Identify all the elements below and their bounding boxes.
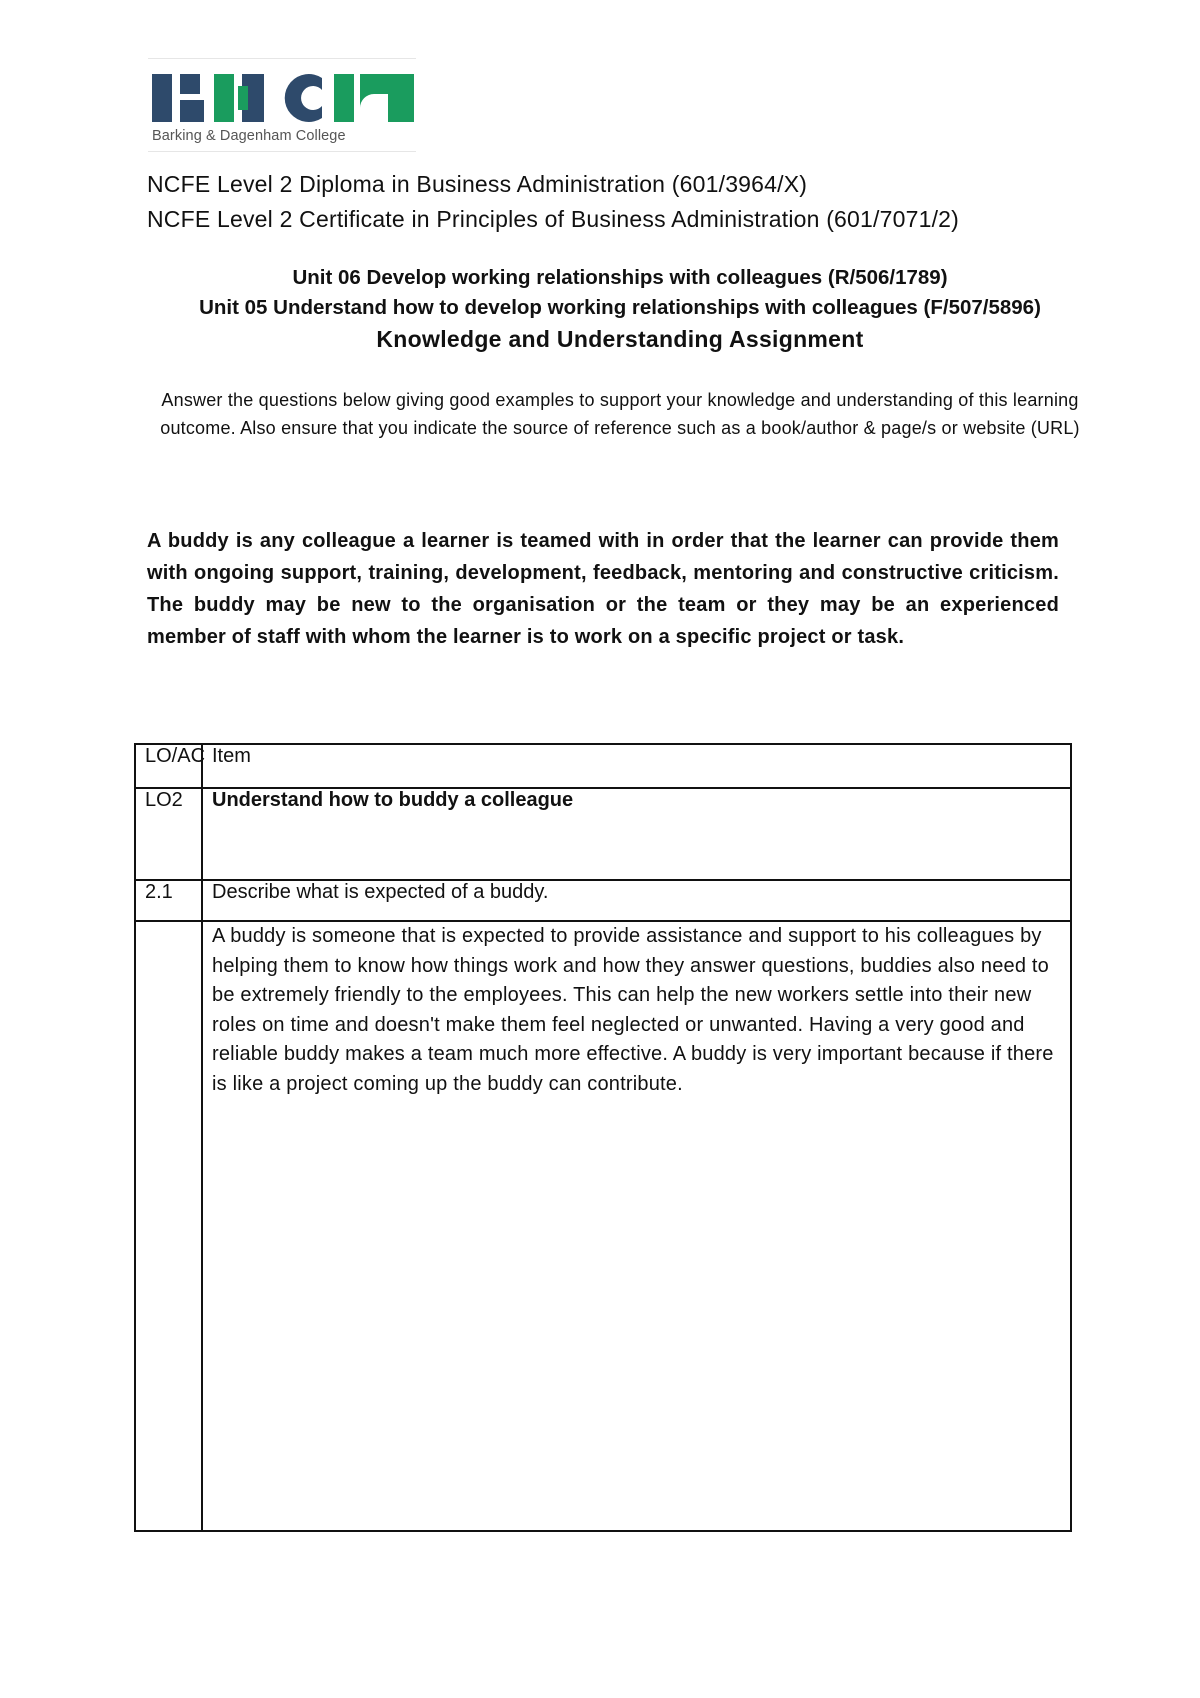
ac-code: 2.1 <box>135 880 202 921</box>
logo-letter-d <box>214 74 264 122</box>
lo-code: LO2 <box>135 788 202 880</box>
logo-caption: Barking & Dagenham College <box>152 128 346 144</box>
ac-item: Describe what is expected of a buddy. <box>202 880 1071 921</box>
assessment-criterion-row <box>135 880 1071 921</box>
buddy-definition: A buddy is any colleague a learner is teamed with in order that the learner can provide them with ongoing support, training, development, feedback, mentoring and constructive criticism. The buddy may be new to the organisation or the team or they may be an experienced member of staff with whom the learner is to work on a specific project or task. <box>147 530 1059 648</box>
answer-text[interactable]: A buddy is someone that is expected to provide assistance and support to his colleagues by helping them to know how things work and how they answer questions, buddies also need to be extremely friendly to the employees. This can help the new workers settle into their new roles on time and doesn't make them feel neglected or unwanted. Having a very good and reliable buddy makes a team much more effective. A buddy is very important because if there is like a project coming up the buddy can contribute. <box>202 921 1071 1531</box>
lo-item: Understand how to buddy a colleague <box>202 788 1071 880</box>
logo-letter-c <box>285 74 322 122</box>
assignment-table <box>134 743 1072 1532</box>
header-lo-ac: LO/AC <box>135 744 202 788</box>
table-header-row <box>135 744 1071 788</box>
learning-outcome-row <box>135 788 1071 880</box>
assignment-title: Knowledge and Understanding Assignment <box>376 326 864 352</box>
unit-05-title: Unit 05 Understand how to develop working relationships with colleagues (F/507/5896) <box>199 296 1041 319</box>
qualification-certificate: NCFE Level 2 Certificate in Principles of Business Administration (601/7071/2) <box>147 206 960 232</box>
instructions: Answer the questions below giving good examples to support your knowledge and understanding of this learning outcome. Also ensure that you indicate the source of reference such as a book/author & page/s or website (URL) <box>160 390 1080 438</box>
college-logo <box>148 58 416 150</box>
answer-row <box>135 921 1071 1531</box>
answer-code-cell <box>135 921 202 1531</box>
logo-letter-b <box>152 74 204 122</box>
unit-06-title: Unit 06 Develop working relationships with colleagues (R/506/1789) <box>292 266 948 289</box>
header-item: Item <box>202 744 1071 788</box>
bdcr-logo-mark <box>152 72 414 126</box>
qualification-diploma: NCFE Level 2 Diploma in Business Administration (601/3964/X) <box>147 171 808 197</box>
logo-letter-r <box>334 74 414 122</box>
